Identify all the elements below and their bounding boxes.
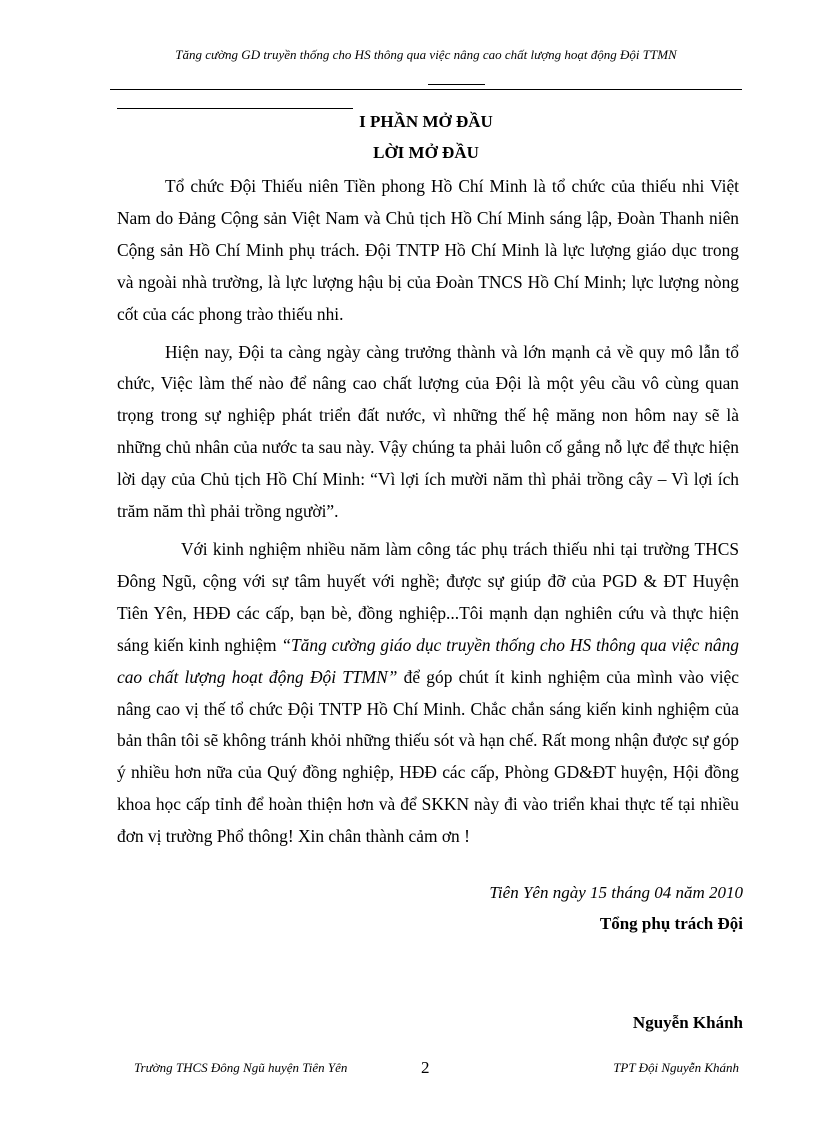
paragraph-3-start: Với kinh nghiệm nhiều năm làm công tác phụ trách thiếu nhi tại trường THCS Đông Ngũ, cộng với sự tâm huyết với nghề; được sự giúp đỡ của PGD & ĐT Huyện Tiên Yên, HĐĐ các cấp, bạn bè, đồng nghiệp...Tôi mạnh dạn nghiên cứu và thực hiện sáng kiến kinh nghiệm (117, 538, 739, 655)
paragraph-1: Tổ chức Đội Thiếu niên Tiền phong Hồ Chí Minh là tổ chức của thiếu nhi Việt Nam do Đảng Cộng sản Việt Nam và Chủ tịch Hồ Chí Minh sáng lập, Đoàn Thanh niên Cộng sản Hồ Chí Minh phụ trách. Đội TNTP Hồ Chí Minh là lực lượng giáo dục trong và ngoài nhà trường, là lực lượng hậu bị của Đoàn TNCS Hồ Chí Minh; lực lượng nòng cốt của các phong trào thiếu nhi. (117, 176, 739, 324)
page-number: 2 (421, 1058, 430, 1077)
section-heading: I PHẦN MỞ ĐẦU (359, 112, 493, 131)
paragraph-2: Hiện nay, Đội ta càng ngày càng trưởng thành và lớn mạnh cả về quy mô lẫn tổ chức, Việc làm thế nào để nâng cao chất lượng của Đội là một yêu cầu vô cùng quan trọng trong sự nghiệp phát triển đất nước, vì những thế hệ măng non hôm nay sẽ là những chủ nhân của nước ta sau này. Vậy chúng ta phải luôn cố gắng nỗ lực để thực hiện lời dạy của Chủ tịch Hồ Chí Minh: “Vì lợi ích mười năm thì phải trồng cây – Vì lợi ích trăm năm thì phải trồng người”. (117, 341, 739, 522)
paragraph-3 (117, 534, 739, 853)
header-rule (110, 89, 742, 90)
footer-school: Trường THCS Đông Ngũ huyện Tiên Yên (134, 1060, 348, 1075)
signature-date: Tiên Yên ngày 15 tháng 04 năm 2010 (489, 883, 743, 902)
footer-author: TPT Đội Nguyễn Khánh (613, 1060, 739, 1075)
header-short-rule (428, 84, 485, 85)
signature-role: Tổng phụ trách Đội (599, 914, 743, 933)
page-title: LỜI MỞ ĐẦU (373, 143, 479, 162)
paragraph-3-quote: “Tăng cường giáo dục truyền thống cho HS thông qua việc nâng cao chất lượng hoạt động Đội TTMN” (117, 634, 739, 687)
left-short-rule (117, 108, 353, 109)
signature-name: Nguyễn Khánh (632, 1013, 743, 1032)
body-text (117, 171, 739, 853)
paragraph-3-end: để góp chút ít kinh nghiệm của mình vào việc nâng cao vị thế tổ chức Đội TNTP Hồ Chí Minh. Chắc chắn sáng kiến kinh nghiệm của bản thân tôi sẽ không tránh khỏi những thiếu sót và hạn chế. Rất mong nhận được sự góp ý nhiều hơn nữa của Quý đồng nghiệp, HĐĐ các cấp, Phòng GD&ĐT huyện, Hội đồng khoa học cấp tỉnh để hoàn thiện hơn và để SKKN này đi vào triển khai thực tế tại nhiều đơn vị trường Phổ thông! Xin chân thành cảm ơn ! (117, 666, 739, 847)
running-header: Tăng cường GD truyền thống cho HS thông qua việc nâng cao chất lượng hoạt động Đội TTMN (175, 47, 677, 62)
